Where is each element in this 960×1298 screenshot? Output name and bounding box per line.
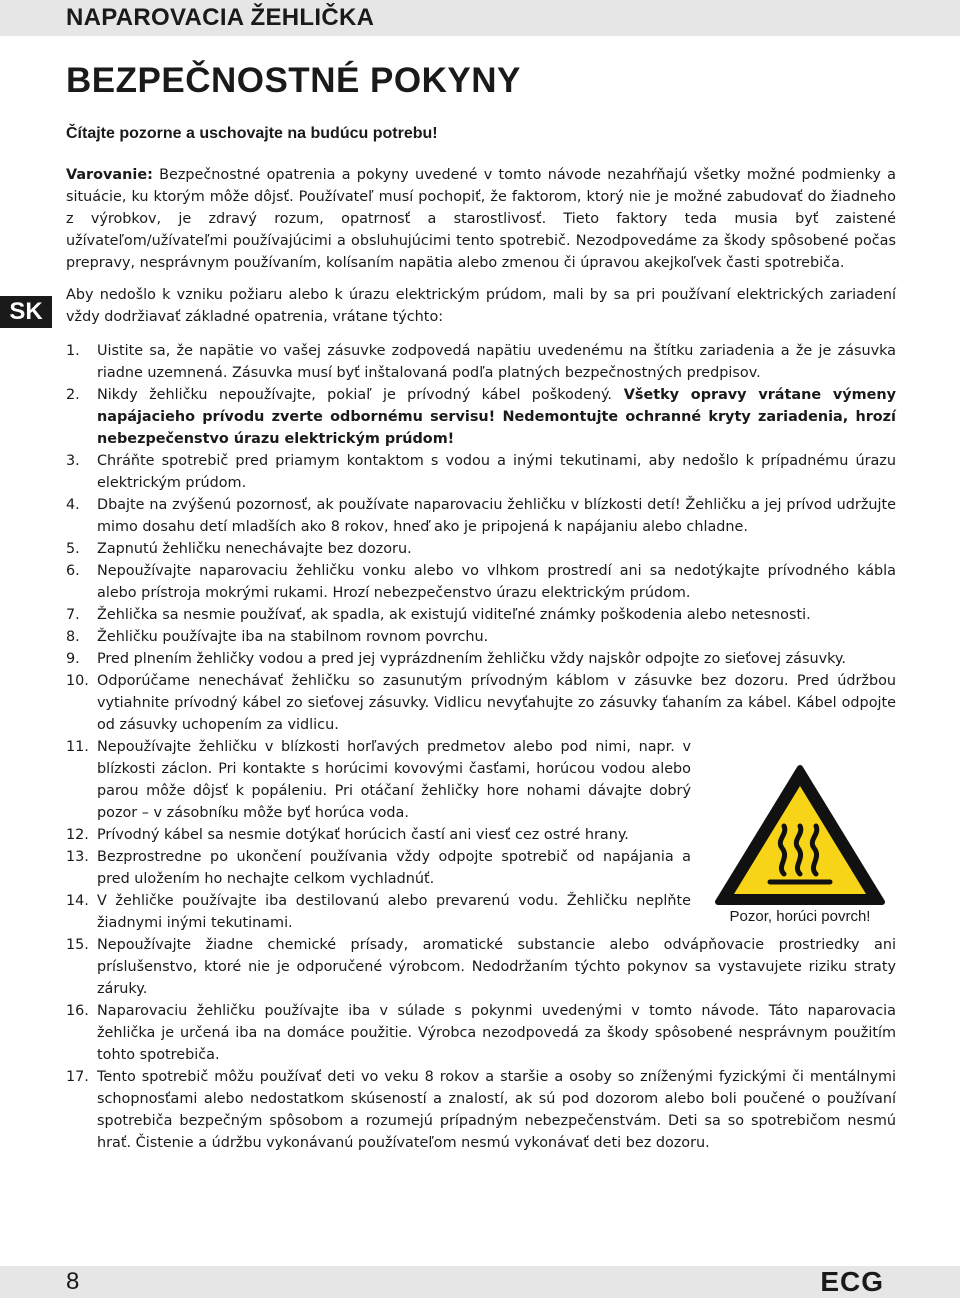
footer-bar	[0, 1266, 960, 1298]
list-item: 6. Nepoužívajte naparovaciu žehličku vonku alebo vo vlhkom prostredí ani sa nedotýkajte prívodného kábla alebo prístroja mokrými rukami. Hrozí nebezpečenstvo úrazu elektrickým prúdom.	[66, 563, 896, 601]
list-item: 5. Zapnutú žehličku nenechávajte bez dozoru.	[66, 541, 412, 557]
list-item: 4. Dbajte na zvýšenú pozornosť, ak používate naparovaciu žehličku v blízkosti detí! Žehličku a jej prívod udržujte mimo dosahu detí mladších ako 8 rokov, hneď ako je pripojená k napájaniu alebo chladne.	[66, 497, 896, 535]
list-item: 13. Bezprostredne po ukončení používania vždy odpojte spotrebič od napájania a pred uložením ho nechajte celkom vychladnúť.	[66, 849, 691, 887]
page-number: 8	[66, 1268, 80, 1295]
list-item: 2. Nikdy žehličku nepoužívajte, pokiaľ je prívodný kábel poškodený. Všetky opravy vrátane výmeny napájacieho prívodu zverte odbornému servisu! Nedemontujte ochranné kryty zariadenia, hrozí nebezpečenstvo úrazu elektrickým prúdom!	[66, 387, 896, 447]
list-item: 3. Chráňte spotrebič pred priamym kontaktom s vodou a inými tekutinami, aby nedošlo k prípadnému úrazu elektrickým prúdom.	[66, 453, 896, 491]
hot-surface-warning	[714, 764, 886, 934]
subtitle: Čítajte pozorne a uschovajte na budúcu potrebu!	[66, 125, 438, 142]
list-item: 7. Žehlička sa nesmie používať, ak spadla, ak existujú viditeľné známky poškodenia alebo netesnosti.	[66, 607, 811, 623]
brand-logo: ECG	[820, 1266, 884, 1297]
list-item: 1. Uistite sa, že napätie vo vašej zásuvke zodpovedá napätiu uvedenému na štítku zariadenia a že je zásuvka riadne uzemnená. Zásuvka musí byť inštalovaná podľa platných bezpečnostných predpisov.	[66, 343, 896, 381]
warning-paragraph	[66, 164, 896, 274]
list-item: 16. Naparovaciu žehličku používajte iba v súlade s pokynmi uvedenými v tomto návode. Táto naparovacia žehlička je určená iba na domáce použitie. Výrobca nezodpovedá za škody spôsobené nesprávnym použitím tohto spotrebiča.	[66, 1003, 896, 1063]
header-bar	[0, 0, 960, 36]
language-tab: SK	[0, 296, 52, 328]
list-item: 9. Pred plnením žehličky vodou a pred jej vyprázdnením žehličku vždy najskôr odpojte zo sieťovej zásuvky.	[66, 651, 846, 667]
intro-paragraph: Aby nedošlo k vzniku požiaru alebo k úrazu elektrickým prúdom, mali by sa pri používaní elektrických zariadení vždy dodržiavať základné opatrenia, vrátane týchto:	[66, 287, 896, 325]
warning-caption: Pozor, horúci povrch!	[729, 908, 871, 925]
list-item: 17. Tento spotrebič môžu používať deti vo veku 8 rokov a staršie a osoby so zníženými fyzickými či mentálnymi schopnosťami alebo nedostatkom skúseností a znalostí, ak sú pod dozorom alebo boli poučené o používaní spotrebiča bezpečným spôsobom a rozumejú prípadným nebezpečenstvám. Deti sa so spotrebičom nesmú hrať. Čistenie a údržbu vykonávanú používateľom nesmú vykonávať deti bez dozoru.	[66, 1069, 896, 1151]
hot-surface-warning-icon	[714, 764, 886, 906]
safety-list	[66, 340, 896, 1154]
list-item: 10. Odporúčame nenechávať žehličku so zasunutým prívodným káblom v zásuvke bez dozoru. Pred údržbou vytiahnite prívodný kábel zo sieťovej zásuvky. Vidlicu nevyťahujte zo zásuvky ťahaním za kábel. Kábel odpojte od zásuvky uchopením za vidlicu.	[66, 673, 896, 733]
list-item: 12. Prívodný kábel sa nesmie dotýkať horúcich častí ani viesť cez ostré hrany.	[66, 827, 629, 843]
list-item: 14. V žehličke používajte iba destilovanú alebo prevarenú vodu. Žehličku neplňte žiadnymi inými tekutinami.	[66, 893, 691, 931]
header-title: NAPAROVACIA ŽEHLIČKA	[66, 4, 375, 31]
warning-label: Varovanie:	[66, 167, 153, 183]
list-item: 8. Žehličku používajte iba na stabilnom rovnom povrchu.	[66, 629, 489, 645]
warning-text: Bezpečnostné opatrenia a pokyny uvedené v tomto návode nezahŕňajú všetky možné podmienky a situácie, ku ktorým môže dôjsť. Používateľ musí pochopiť, že faktorom, ktorý nie je možné zabudovať do žiadneho z výrobkov, je zdravý rozum, opatrnosť a starostlivosť. Tieto faktory teda musia byť zaistené užívateľom/užívateľmi používajúcimi a obsluhujúcimi tento spotrebič. Nezodpovedáme za škody spôsobené počas prepravy, nesprávnym používaním, kolísaním napätia alebo zmenou či úpravou akejkoľvek časti spotrebiča.	[66, 167, 896, 271]
main-content	[66, 58, 896, 1154]
list-item: 11. Nepoužívajte žehličku v blízkosti horľavých predmetov alebo pod nimi, napr. v blízkosti záclon. Pri kontakte s horúcimi kovovými časťami, horúcou vodou alebo parou môže dôjsť k popáleniu. Pri otáčaní žehličky hore nohami dávajte dobrý pozor – v zásobníku môže byť horúca voda.	[66, 739, 691, 821]
list-item: 15. Nepoužívajte žiadne chemické prísady, aromatické substancie alebo odvápňovacie prostriedky ani príslušenstvo, ktoré nie je odporučené výrobcom. Nedodržaním týchto pokynov sa vystavujete riziku straty záruky.	[66, 937, 896, 997]
page-title: BEZPEČNOSTNÉ POKYNY	[66, 61, 521, 100]
